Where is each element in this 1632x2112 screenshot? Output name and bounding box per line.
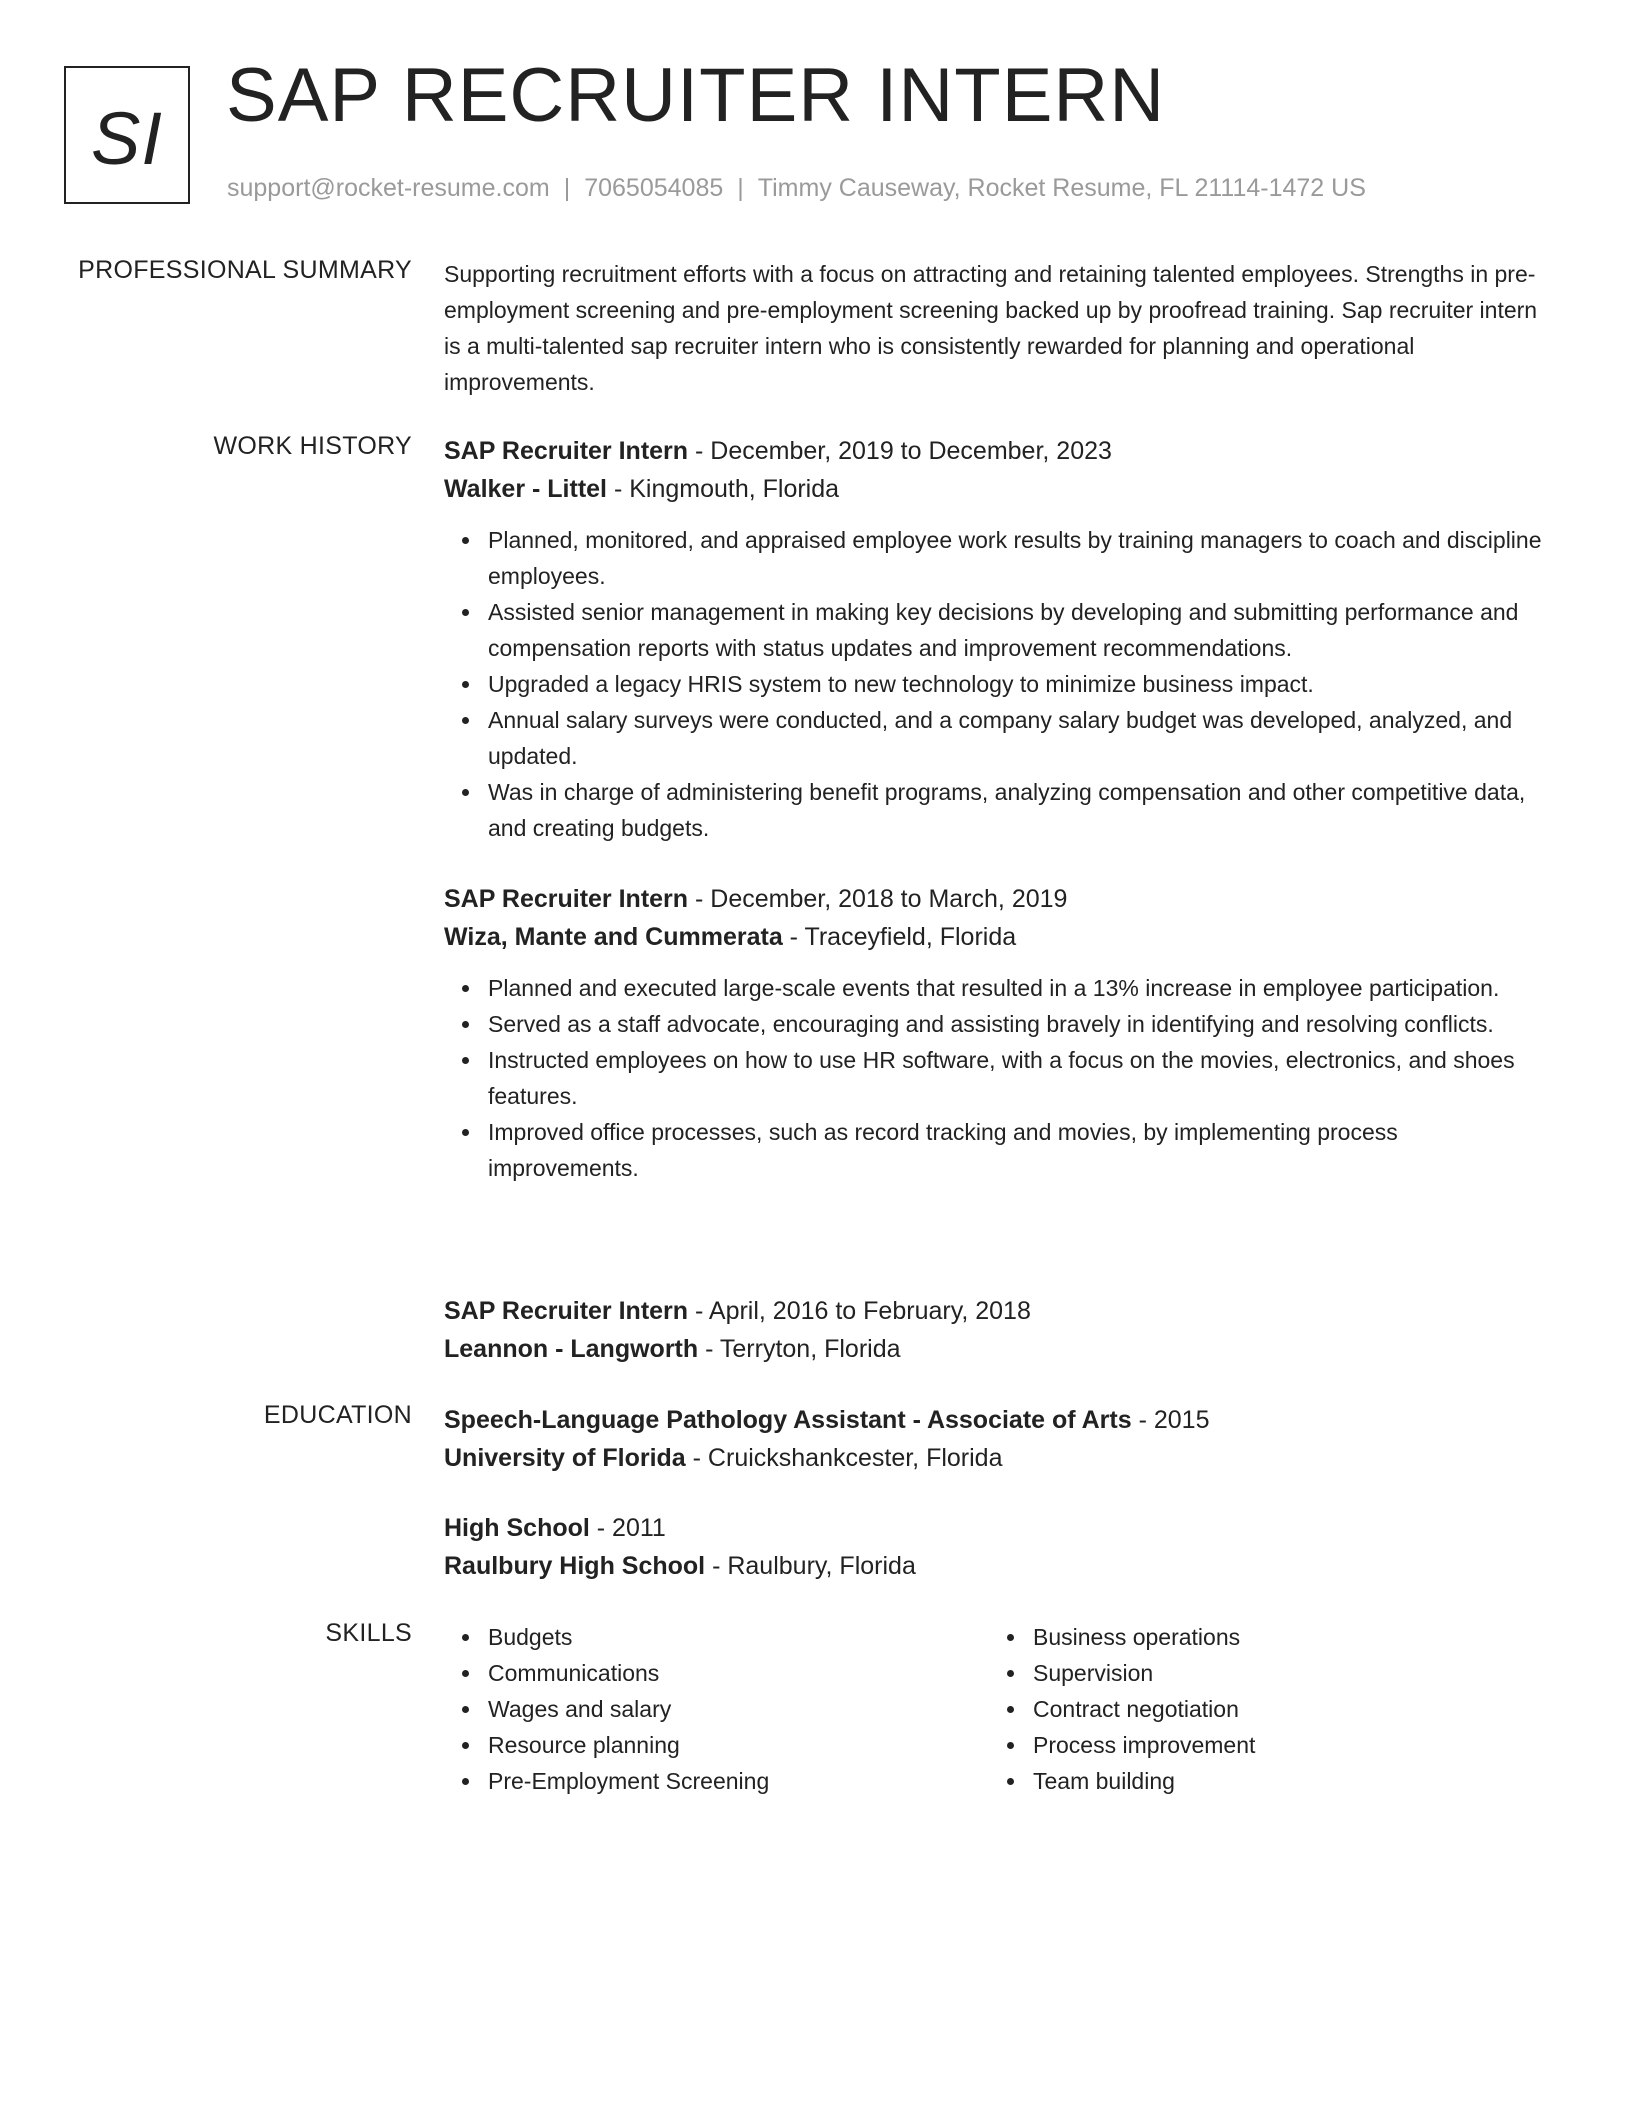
job-location: - Traceyfield, Florida <box>782 923 1017 951</box>
skill-item: Team building <box>1033 1763 1509 1799</box>
skills-label: SKILLS <box>325 1619 412 1647</box>
education-entry <box>444 1509 1554 1585</box>
skill-item: Process improvement <box>1033 1727 1509 1763</box>
job-company-line <box>444 1330 1554 1368</box>
job-title: SAP Recruiter Intern <box>444 885 689 913</box>
skill-item: Budgets <box>488 1619 964 1655</box>
job-dates: - December, 2019 to December, 2023 <box>688 437 1112 465</box>
job-bullets <box>444 522 1554 846</box>
education-location: - Cruickshankcester, Florida <box>685 1444 1003 1472</box>
job-bullet: Planned, monitored, and appraised employee work results by training managers to coach and discipline employees. <box>488 522 1554 594</box>
resume-name: SAP RECRUITER INTERN <box>226 53 1166 138</box>
skill-item: Resource planning <box>488 1727 964 1763</box>
summary-body <box>444 256 1554 400</box>
job-bullet: Served as a staff advocate, encouraging and assisting bravely in identifying and resolving conflicts. <box>488 1006 1554 1042</box>
job-entry <box>444 880 1554 1186</box>
education-school: University of Florida <box>444 1444 686 1472</box>
job-title-line <box>444 432 1554 470</box>
job-location: - Terryton, Florida <box>698 1335 901 1363</box>
job-company: Walker - Littel <box>444 475 607 503</box>
contact-email[interactable]: support@rocket-resume.com <box>227 174 550 202</box>
education-location: - Raulbury, Florida <box>705 1552 916 1580</box>
job-bullet: Improved office processes, such as record tracking and movies, by implementing process improvements. <box>488 1114 1554 1186</box>
skill-item: Communications <box>488 1655 964 1691</box>
job-entry <box>444 432 1554 846</box>
education-school-line <box>444 1547 1554 1585</box>
job-company: Wiza, Mante and Cummerata <box>444 923 783 951</box>
education-year: - 2011 <box>589 1514 666 1542</box>
job-title-line <box>444 1292 1554 1330</box>
job-dates: - April, 2016 to February, 2018 <box>688 1297 1031 1325</box>
job-entry <box>444 1292 1554 1368</box>
contact-separator: | <box>563 174 571 202</box>
summary-label: PROFESSIONAL SUMMARY <box>78 256 412 284</box>
job-title-line <box>444 880 1554 918</box>
skills-column-left <box>444 1619 964 1799</box>
contact-address: Timmy Causeway, Rocket Resume, FL 21114-1472 US <box>757 174 1366 202</box>
skill-item: Business operations <box>1033 1619 1509 1655</box>
work-history-label: WORK HISTORY <box>213 432 412 460</box>
education-degree: High School <box>444 1514 590 1542</box>
contact-line <box>227 174 1366 203</box>
job-location: - Kingmouth, Florida <box>607 475 840 503</box>
skills-column-right <box>989 1619 1509 1799</box>
job-dates: - December, 2018 to March, 2019 <box>688 885 1068 913</box>
skill-item: Contract negotiation <box>1033 1691 1509 1727</box>
education-school-line <box>444 1439 1554 1477</box>
monogram-initials: SI <box>91 96 163 180</box>
education-entry <box>444 1401 1554 1477</box>
skills-list <box>989 1619 1509 1799</box>
job-bullet: Assisted senior management in making key decisions by developing and submitting performance and compensation reports with status updates and improvement recommendations. <box>488 594 1554 666</box>
job-company-line <box>444 470 1554 508</box>
job-title: SAP Recruiter Intern <box>444 1297 689 1325</box>
skill-item: Supervision <box>1033 1655 1509 1691</box>
job-bullets <box>444 970 1554 1186</box>
skills-list <box>444 1619 964 1799</box>
job-bullet: Upgraded a legacy HRIS system to new technology to minimize business impact. <box>488 666 1554 702</box>
skill-item: Wages and salary <box>488 1691 964 1727</box>
job-company-line <box>444 918 1554 956</box>
contact-phone[interactable]: 7065054085 <box>584 174 724 202</box>
job-company: Leannon - Langworth <box>444 1335 699 1363</box>
job-bullet: Planned and executed large-scale events that resulted in a 13% increase in employee participation. <box>488 970 1554 1006</box>
job-title: SAP Recruiter Intern <box>444 437 689 465</box>
job-bullet: Annual salary surveys were conducted, and a company salary budget was developed, analyzed, and updated. <box>488 702 1554 774</box>
job-bullet: Was in charge of administering benefit programs, analyzing compensation and other competitive data, and creating budgets. <box>488 774 1554 846</box>
education-school: Raulbury High School <box>444 1552 706 1580</box>
education-year: - 2015 <box>1131 1406 1210 1434</box>
education-label: EDUCATION <box>263 1401 412 1429</box>
contact-separator: | <box>737 174 744 202</box>
skill-item: Pre-Employment Screening <box>488 1763 964 1799</box>
monogram-box <box>64 66 190 204</box>
job-bullet: Instructed employees on how to use HR software, with a focus on the movies, electronics, and shoes features. <box>488 1042 1554 1114</box>
education-degree: Speech-Language Pathology Assistant - Associate of Arts <box>444 1406 1132 1434</box>
education-degree-line <box>444 1509 1554 1547</box>
education-degree-line <box>444 1401 1554 1439</box>
summary-text: Supporting recruitment efforts with a focus on attracting and retaining talented employees. Strengths in pre-employment screening and pre-employment screening backed up by proofread training. Sap recruiter intern is a multi-talented sap recruiter intern who is consistently rewarded for planning and operational improvements. <box>444 261 1538 395</box>
